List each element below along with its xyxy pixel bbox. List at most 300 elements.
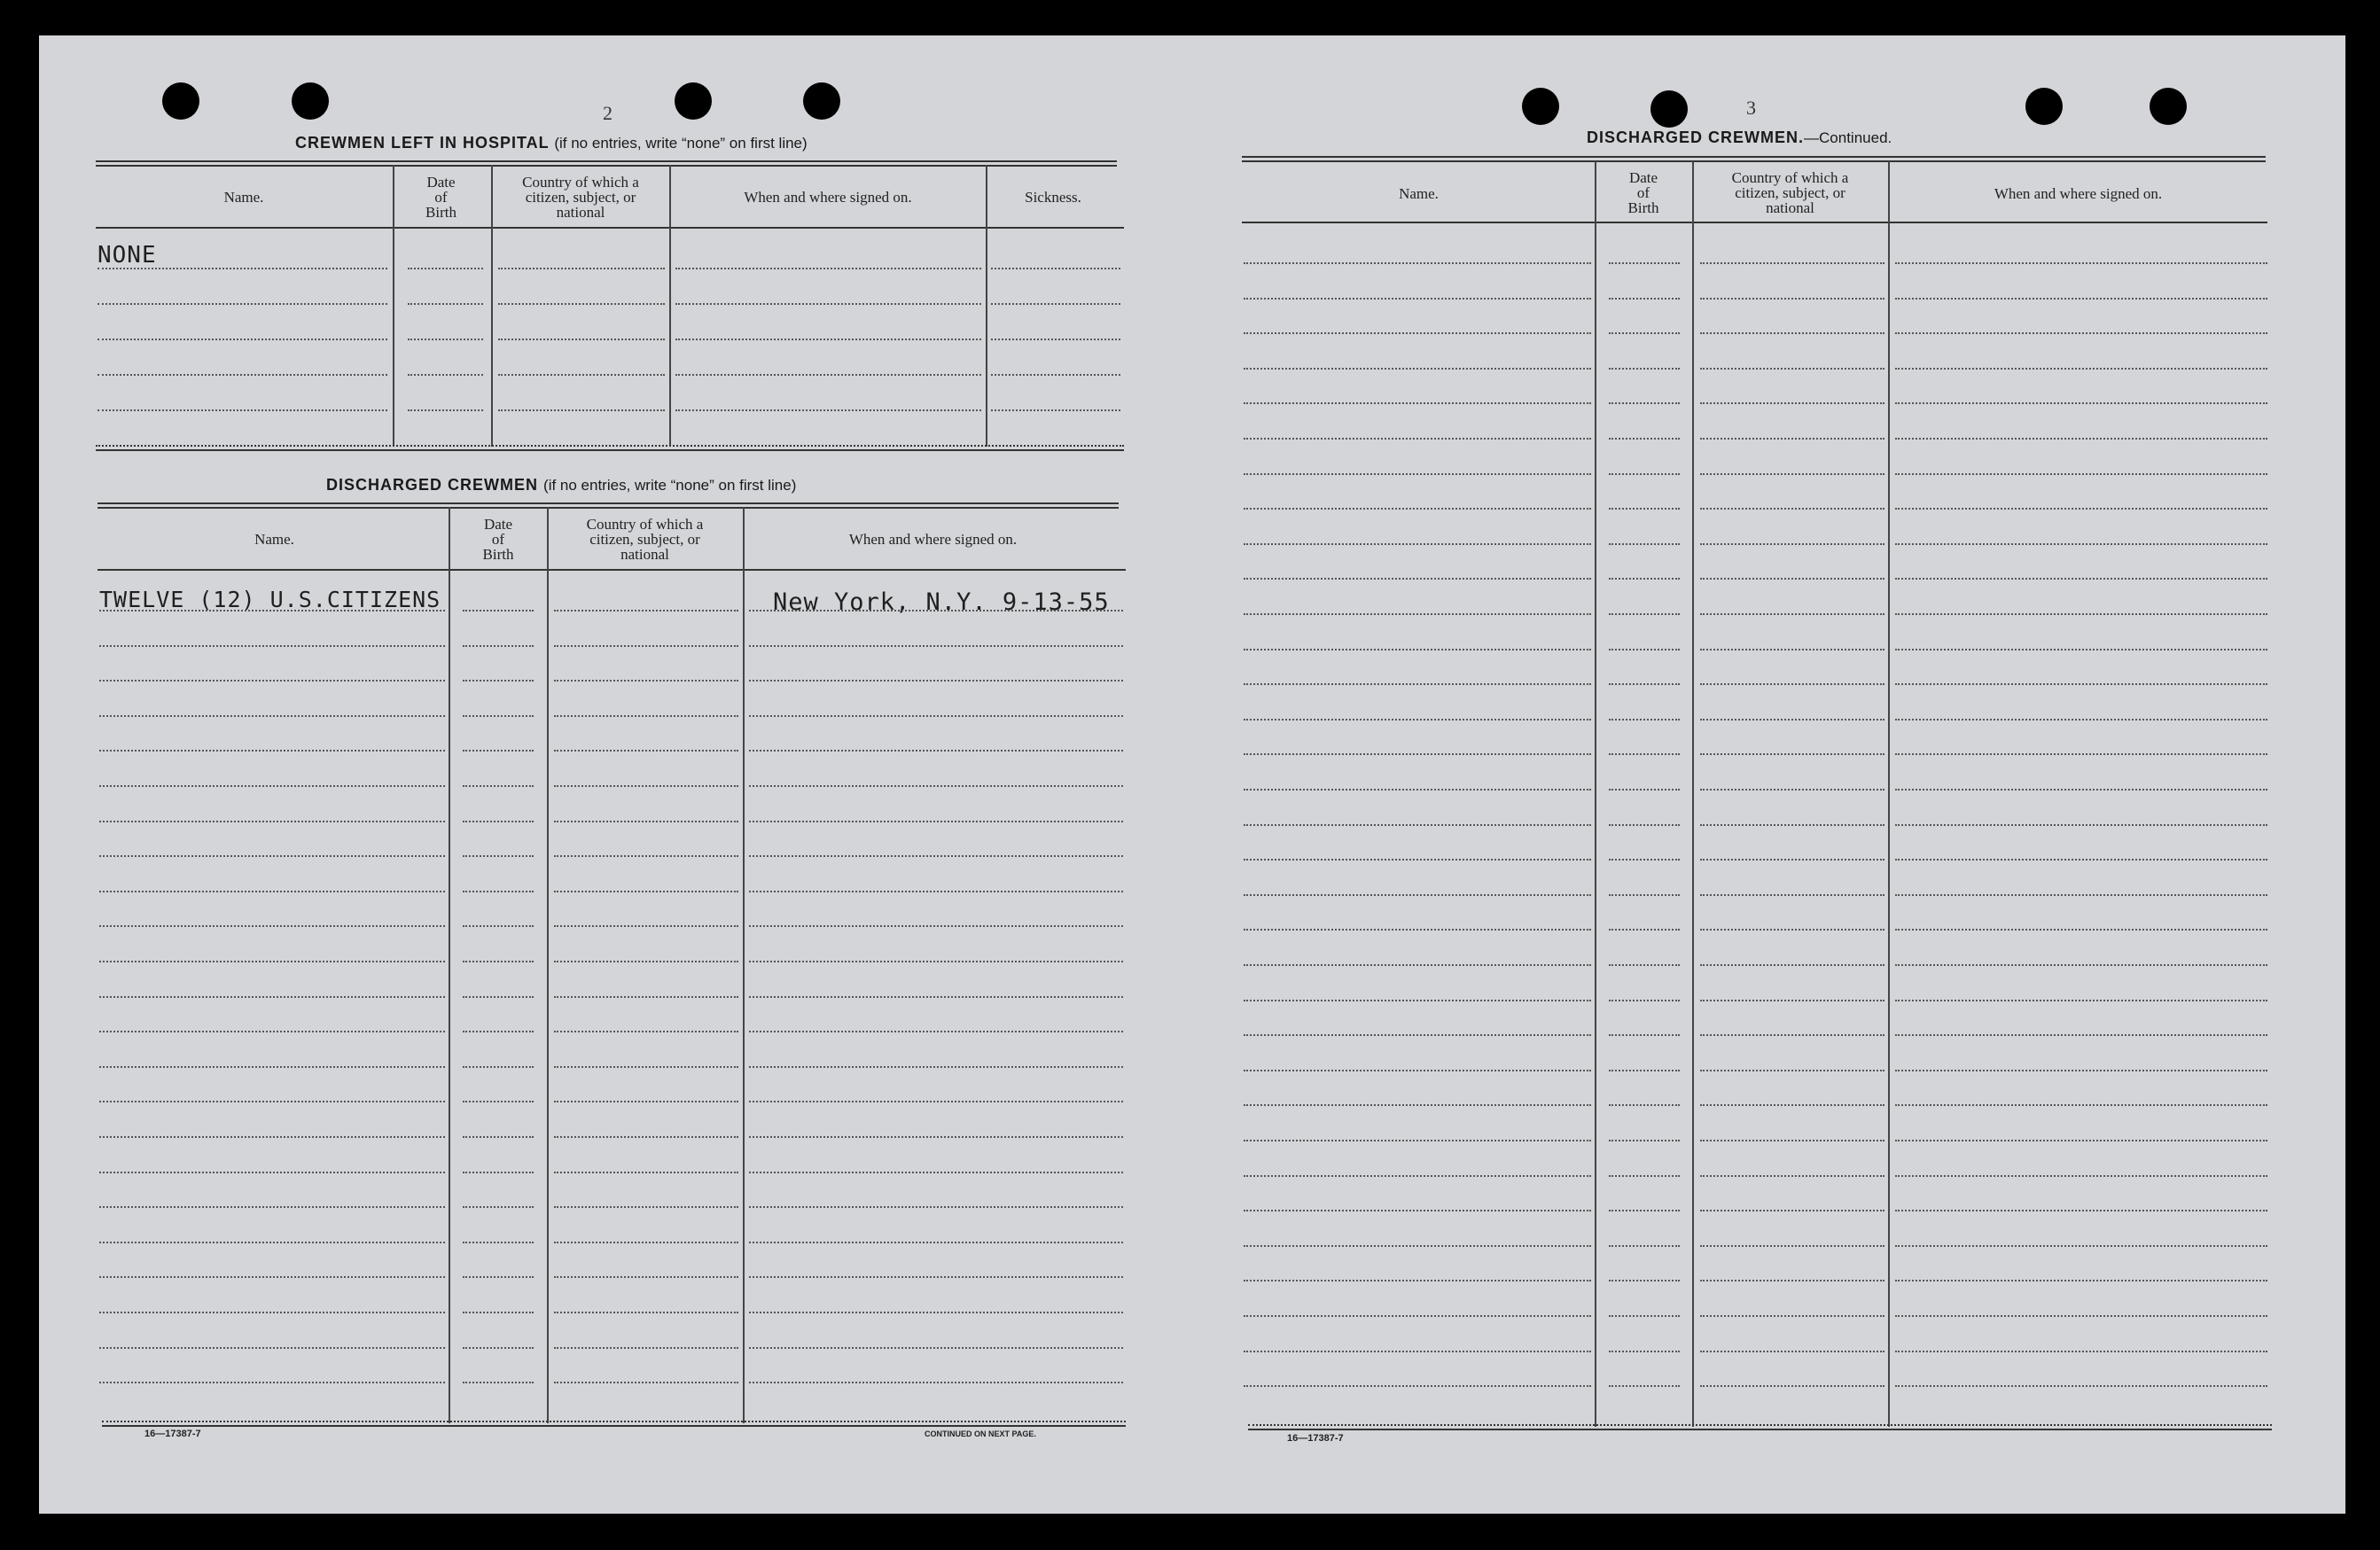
ruled-line (1609, 1034, 1680, 1036)
ruled-line (749, 1276, 1123, 1278)
page-number-left: 2 (603, 102, 613, 124)
ruled-line (463, 1242, 534, 1243)
ruled-line (749, 855, 1123, 857)
ruled-line (99, 855, 445, 857)
ruled-line (463, 715, 534, 717)
ruled-line (1700, 859, 1884, 861)
ruled-line (1700, 964, 1884, 966)
ruled-line (1244, 368, 1591, 370)
ruled-line (675, 409, 981, 411)
ruled-line (1895, 964, 2267, 966)
ruled-line (1244, 1140, 1591, 1141)
ruled-line (554, 750, 738, 752)
ruled-line (1244, 649, 1591, 650)
ruled-line (1895, 578, 2267, 580)
ruled-line (1700, 578, 1884, 580)
ruled-line (99, 1242, 445, 1243)
discharged-header-name: Name. (254, 531, 294, 548)
ruled-line (554, 680, 738, 682)
ruled-line (1609, 859, 1680, 861)
ruled-line (408, 374, 483, 376)
ruled-line (1700, 1104, 1884, 1106)
ruled-line (99, 1206, 445, 1208)
ruled-line (1609, 649, 1680, 650)
ruled-line (991, 268, 1120, 269)
ruled-line (99, 891, 445, 892)
ruled-line (1244, 262, 1591, 264)
ruled-line (554, 1382, 738, 1383)
ruled-line (1895, 1104, 2267, 1106)
hospital-header-signed: When and where signed on. (744, 189, 912, 206)
ruled-line (749, 891, 1123, 892)
ruled-line (1700, 649, 1884, 650)
hospital-col-divider (986, 165, 987, 447)
ruled-line (1244, 683, 1591, 685)
punch-hole (162, 82, 199, 120)
ruled-line (463, 610, 534, 611)
discharged-header-country: Country of which a citizen, subject, or national (586, 516, 704, 563)
ruled-line (991, 303, 1120, 305)
ruled-line (1244, 543, 1591, 545)
ruled-line (463, 1172, 534, 1173)
ruled-line (498, 339, 665, 340)
ruled-line (1244, 1315, 1591, 1317)
ruled-line (1700, 1000, 1884, 1001)
ruled-line (749, 1242, 1123, 1243)
ruled-line (99, 750, 445, 752)
punch-hole (1650, 90, 1688, 128)
page-number-right: 3 (1746, 97, 1756, 119)
ruled-line (1244, 438, 1591, 440)
ruled-line (554, 1136, 738, 1138)
ruled-line (1244, 1245, 1591, 1247)
continued-note: CONTINUED ON NEXT PAGE. (925, 1429, 1036, 1438)
ruled-line (1700, 929, 1884, 931)
ruled-line (98, 303, 387, 305)
ruled-line (463, 961, 534, 962)
ruled-line (98, 268, 387, 269)
ruled-line (463, 1206, 534, 1208)
hospital-title-text: CREWMEN LEFT IN HOSPITAL (295, 134, 550, 152)
ruled-line (463, 750, 534, 752)
discharged-bottom-rule (102, 1421, 1126, 1427)
ruled-line (749, 1101, 1123, 1102)
ruled-line (1700, 473, 1884, 475)
ruled-line (554, 1172, 738, 1173)
ruled-line (99, 1136, 445, 1138)
ruled-line (1609, 1385, 1680, 1387)
ruled-line (1895, 262, 2267, 264)
ruled-line (408, 303, 483, 305)
ruled-line (749, 645, 1123, 647)
ruled-line (463, 1031, 534, 1032)
ruled-line (1609, 613, 1680, 615)
ruled-line (749, 925, 1123, 927)
discharged-title-note: (if no entries, write “none” on first line) (543, 477, 797, 494)
discharged-header-rule (98, 569, 1126, 571)
hospital-col-divider (393, 165, 394, 447)
ruled-line (463, 1276, 534, 1278)
ruled-line (463, 1382, 534, 1383)
ruled-line (1895, 298, 2267, 300)
ruled-line (99, 1276, 445, 1278)
ruled-line (1609, 402, 1680, 404)
ruled-line (1244, 1210, 1591, 1211)
ruled-line (1244, 1280, 1591, 1281)
ruled-line (1244, 1351, 1591, 1352)
ruled-line (749, 750, 1123, 752)
ruled-line (1700, 1315, 1884, 1317)
ruled-line (1244, 1070, 1591, 1071)
ruled-line (1895, 1070, 2267, 1071)
ruled-line (1609, 753, 1680, 755)
ruled-line (1700, 1175, 1884, 1177)
ruled-line (554, 925, 738, 927)
ruled-line (1895, 929, 2267, 931)
hospital-title-note: (if no entries, write “none” on first line) (554, 135, 808, 152)
ruled-line (1895, 1175, 2267, 1177)
right-header-signed: When and where signed on. (1994, 185, 2163, 202)
ruled-line (1700, 1210, 1884, 1211)
ruled-line (99, 961, 445, 962)
ruled-line (1609, 578, 1680, 580)
hospital-col-divider (491, 165, 493, 447)
ruled-line (1609, 438, 1680, 440)
ruled-line (98, 409, 387, 411)
ruled-line (1895, 438, 2267, 440)
ruled-line (1700, 438, 1884, 440)
ruled-line (749, 961, 1123, 962)
ruled-line (749, 785, 1123, 787)
form-number-left: 16—17387-7 (144, 1429, 201, 1439)
ruled-line (498, 268, 665, 269)
ruled-line (99, 1101, 445, 1102)
ruled-line (1895, 649, 2267, 650)
ruled-line (1700, 402, 1884, 404)
ruled-line (463, 1101, 534, 1102)
ruled-line (1895, 473, 2267, 475)
ruled-line (1244, 859, 1591, 861)
ruled-line (749, 1206, 1123, 1208)
ruled-line (1700, 298, 1884, 300)
ruled-line (1895, 789, 2267, 791)
ruled-line (99, 1031, 445, 1032)
ruled-line (1244, 332, 1591, 334)
ruled-line (675, 374, 981, 376)
ruled-line (1700, 753, 1884, 755)
continued-title-text: DISCHARGED CREWMEN. (1587, 129, 1805, 146)
ruled-line (1609, 1210, 1680, 1211)
ruled-line (1609, 1104, 1680, 1106)
ruled-line (1895, 1140, 2267, 1141)
ruled-line (1244, 298, 1591, 300)
ruled-line (1895, 1315, 2267, 1317)
ruled-line (1895, 1245, 2267, 1247)
ruled-line (1609, 683, 1680, 685)
hospital-entry-none: NONE (98, 242, 157, 269)
ruled-line (554, 855, 738, 857)
punch-hole (292, 82, 329, 120)
ruled-line (1700, 262, 1884, 264)
ruled-line (99, 1312, 445, 1313)
ruled-line (991, 339, 1120, 340)
ruled-line (99, 680, 445, 682)
ruled-line (463, 996, 534, 998)
ruled-line (99, 1172, 445, 1173)
continued-section-title (1587, 129, 1892, 147)
ruled-line (1609, 1000, 1680, 1001)
continued-title-note: —Continued. (1804, 129, 1892, 146)
ruled-line (554, 1276, 738, 1278)
ruled-line (1700, 1140, 1884, 1141)
ruled-line (1244, 1175, 1591, 1177)
ruled-line (554, 785, 738, 787)
ruled-line (1895, 613, 2267, 615)
ruled-line (991, 374, 1120, 376)
ruled-line (463, 1136, 534, 1138)
ruled-line (1609, 1245, 1680, 1247)
ruled-line (99, 1066, 445, 1068)
ruled-line (1895, 1351, 2267, 1352)
ruled-line (1244, 789, 1591, 791)
right-col-divider (1888, 161, 1890, 1427)
ruled-line (99, 610, 445, 611)
ruled-line (554, 1206, 738, 1208)
ruled-line (675, 303, 981, 305)
hospital-section-title (295, 134, 808, 152)
ruled-line (1700, 1385, 1884, 1387)
ruled-line (463, 680, 534, 682)
ruled-line (554, 1312, 738, 1313)
discharged-entry-name: TWELVE (12) U.S.CITIZENS (99, 587, 441, 612)
ruled-line (1609, 1175, 1680, 1177)
ruled-line (1895, 508, 2267, 510)
ruled-line (554, 1101, 738, 1102)
hospital-top-rule (96, 160, 1117, 167)
ruled-line (1609, 894, 1680, 896)
ruled-line (498, 303, 665, 305)
ruled-line (749, 1347, 1123, 1349)
ruled-line (1895, 1000, 2267, 1001)
ruled-line (99, 785, 445, 787)
ruled-line (554, 645, 738, 647)
punch-hole (675, 82, 712, 120)
ruled-line (1895, 332, 2267, 334)
discharged-section-title (326, 476, 796, 495)
ruled-line (749, 680, 1123, 682)
ruled-line (554, 1347, 738, 1349)
ruled-line (1609, 964, 1680, 966)
ruled-line (1700, 508, 1884, 510)
ruled-line (1244, 1104, 1591, 1106)
ruled-line (1244, 578, 1591, 580)
ruled-line (463, 645, 534, 647)
discharged-entry-signed: New York, N.Y. 9-13-55 (773, 588, 1110, 616)
discharged-col-divider (449, 507, 450, 1423)
ruled-line (749, 715, 1123, 717)
ruled-line (1244, 508, 1591, 510)
ruled-line (1244, 1000, 1591, 1001)
ruled-line (1609, 824, 1680, 826)
ruled-line (991, 409, 1120, 411)
ruled-line (554, 610, 738, 611)
ruled-line (99, 821, 445, 822)
ruled-line (1895, 1210, 2267, 1211)
ruled-line (463, 891, 534, 892)
ruled-line (463, 855, 534, 857)
ruled-line (1609, 543, 1680, 545)
ruled-line (98, 374, 387, 376)
ruled-line (1895, 543, 2267, 545)
ruled-line (1895, 894, 2267, 896)
ruled-line (1244, 613, 1591, 615)
ruled-line (1609, 1140, 1680, 1141)
ruled-line (99, 1347, 445, 1349)
ruled-line (1244, 473, 1591, 475)
ruled-line (1700, 824, 1884, 826)
ruled-line (408, 409, 483, 411)
ruled-line (1895, 368, 2267, 370)
ruled-line (1895, 683, 2267, 685)
ruled-line (1700, 1280, 1884, 1281)
ruled-line (1895, 753, 2267, 755)
ruled-line (1700, 613, 1884, 615)
hospital-header-country: Country of which a citizen, subject, or national (522, 174, 639, 221)
ruled-line (554, 996, 738, 998)
ruled-line (1609, 1070, 1680, 1071)
ruled-line (99, 996, 445, 998)
discharged-header-dob: Date of Birth (482, 516, 514, 563)
ruled-line (1700, 894, 1884, 896)
ruled-line (1244, 753, 1591, 755)
ruled-line (554, 821, 738, 822)
ruled-line (554, 1242, 738, 1243)
ruled-line (99, 715, 445, 717)
ruled-line (1609, 929, 1680, 931)
ruled-line (1244, 824, 1591, 826)
ruled-line (749, 996, 1123, 998)
ruled-line (1895, 719, 2267, 720)
right-header-name: Name. (1399, 185, 1439, 202)
hospital-bottom-rule (96, 445, 1124, 451)
ruled-line (1895, 1385, 2267, 1387)
ruled-line (463, 821, 534, 822)
ruled-line (98, 339, 387, 340)
ruled-line (1700, 332, 1884, 334)
punch-hole (803, 82, 840, 120)
ruled-line (99, 925, 445, 927)
ruled-line (1609, 719, 1680, 720)
ruled-line (749, 821, 1123, 822)
ruled-line (1609, 368, 1680, 370)
right-col-divider (1595, 161, 1596, 1427)
ruled-line (408, 268, 483, 269)
ruled-line (554, 961, 738, 962)
ruled-line (1700, 719, 1884, 720)
punch-hole (2150, 88, 2187, 125)
ruled-line (554, 1066, 738, 1068)
hospital-header-name: Name. (223, 189, 264, 206)
ruled-line (1244, 894, 1591, 896)
ruled-line (1895, 859, 2267, 861)
ruled-line (749, 1312, 1123, 1313)
ruled-line (1895, 402, 2267, 404)
ruled-line (675, 339, 981, 340)
ruled-line (1700, 1351, 1884, 1352)
ruled-line (554, 715, 738, 717)
ruled-line (1700, 1245, 1884, 1247)
ruled-line (1895, 1034, 2267, 1036)
ruled-line (498, 409, 665, 411)
ruled-line (1700, 368, 1884, 370)
ruled-line (463, 1347, 534, 1349)
ruled-line (463, 785, 534, 787)
ruled-line (1609, 1351, 1680, 1352)
hospital-header-dob: Date of Birth (425, 174, 456, 221)
ruled-line (408, 339, 483, 340)
punch-hole (1522, 88, 1559, 125)
ruled-line (749, 610, 1123, 611)
form-number-right: 16—17387-7 (1287, 1433, 1344, 1444)
ruled-line (1609, 262, 1680, 264)
ruled-line (1244, 964, 1591, 966)
ruled-line (1244, 1034, 1591, 1036)
ruled-line (675, 268, 981, 269)
right-bottom-rule (1248, 1424, 2272, 1430)
ruled-line (554, 891, 738, 892)
ruled-line (749, 1382, 1123, 1383)
ruled-line (463, 1312, 534, 1313)
discharged-col-divider (743, 507, 745, 1423)
discharged-title-text: DISCHARGED CREWMEN (326, 476, 539, 494)
hospital-header-sickness: Sickness. (1025, 189, 1081, 206)
ruled-line (463, 1066, 534, 1068)
ruled-line (1244, 402, 1591, 404)
ruled-line (1244, 719, 1591, 720)
right-top-rule (1242, 156, 2266, 162)
ruled-line (749, 1066, 1123, 1068)
discharged-header-signed: When and where signed on. (848, 531, 1018, 548)
hospital-col-divider (669, 165, 671, 447)
ruled-line (1700, 683, 1884, 685)
ruled-line (1700, 789, 1884, 791)
hospital-header-rule (96, 227, 1124, 229)
ruled-line (1609, 473, 1680, 475)
ruled-line (498, 374, 665, 376)
ruled-line (1895, 1280, 2267, 1281)
right-header-dob: Date of Birth (1627, 169, 1659, 216)
punch-hole (2025, 88, 2063, 125)
ruled-line (1700, 1034, 1884, 1036)
ruled-line (1609, 789, 1680, 791)
ruled-line (99, 645, 445, 647)
ruled-line (1700, 1070, 1884, 1071)
ruled-line (1609, 508, 1680, 510)
ruled-line (1895, 824, 2267, 826)
discharged-top-rule (98, 502, 1119, 509)
ruled-line (1609, 298, 1680, 300)
ruled-line (749, 1031, 1123, 1032)
document-sheet (39, 35, 2345, 1514)
ruled-line (554, 1031, 738, 1032)
right-header-country: Country of which a citizen, subject, or national (1731, 169, 1849, 216)
ruled-line (749, 1136, 1123, 1138)
ruled-line (463, 925, 534, 927)
ruled-line (1244, 1385, 1591, 1387)
ruled-line (1609, 332, 1680, 334)
discharged-col-divider (547, 507, 549, 1423)
ruled-line (1609, 1280, 1680, 1281)
